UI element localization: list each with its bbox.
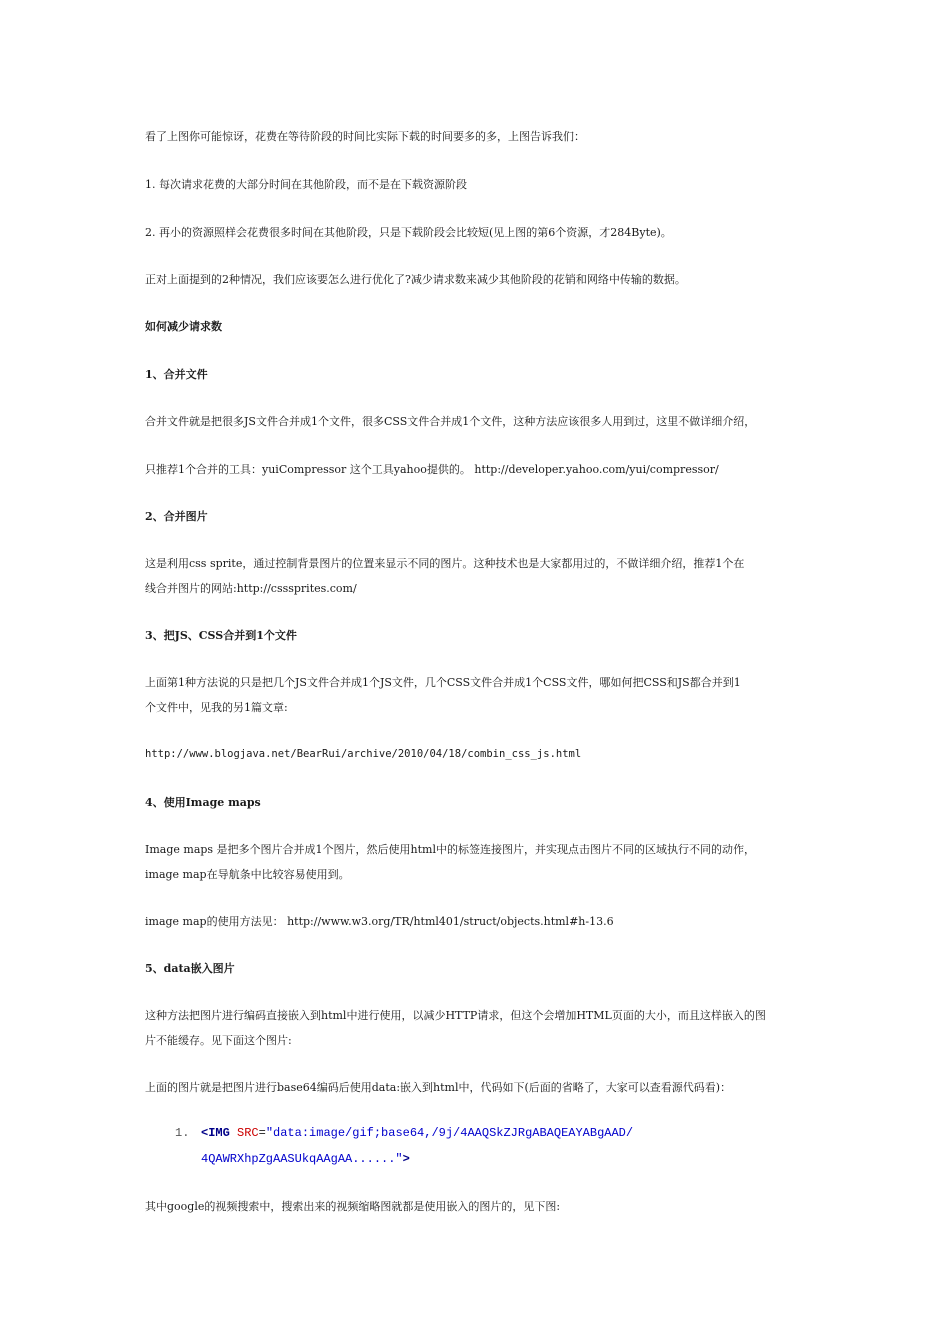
section-2-text-line-2: 线合并图片的网站:http://csssprites.com/ <box>145 582 357 595</box>
code-line-number: 1. <box>175 1126 190 1140</box>
section-2-text-line-1: 这是利用css sprite，通过控制背景图片的位置来显示不同的图片。这种技术也是大家都用过的，不做详细介绍，推荐1个在 <box>145 557 745 570</box>
section-4-text-line-2: image map在导航条中比较容易使用到。 <box>145 868 350 881</box>
section-4-heading: 4、使用Image maps <box>145 796 261 809</box>
section-3-text-line-1: 上面第1种方法说的只是把几个JS文件合并成1个JS文件，几个CSS文件合并成1个CSS文件，哪如何把CSS和JS都合并到1 <box>145 676 741 689</box>
code-tag-close: > <box>402 1152 410 1166</box>
section-2-heading: 2、合并图片 <box>145 510 208 523</box>
section-3-heading: 3、把JS、CSS合并到1个文件 <box>145 629 297 642</box>
section-5-text-line-2: 片不能缓存。见下面这个图片: <box>145 1034 292 1047</box>
section-4-usage: image map的使用方法见： http://www.w3.org/TR/html401/struct/objects.html#h-13.6 <box>145 915 614 928</box>
section-5-description: 上面的图片就是把图片进行base64编码后使用data:嵌入到html中，代码如下(后面的省略了，大家可以查看源代码看)： <box>145 1081 732 1094</box>
code-line-1 <box>175 1120 775 1146</box>
section-1-text-line-2: 只推荐1个合并的工具：yuiCompressor 这个工具yahoo提供的。 http://developer.yahoo.com/yui/compressor/ <box>145 463 719 476</box>
point-2: 2. 再小的资源照样会花费很多时间在其他阶段，只是下载阶段会比较短(见上图的第6个资源，才284Byte)。 <box>145 226 672 239</box>
section-3-link[interactable]: http://www.blogjava.net/BearRui/archive/2010/04/18/combin_css_js.html <box>145 748 582 760</box>
section-4-text-line-1: Image maps 是把多个图片合并成1个图片，然后使用html中的标签连接图片，并实现点击图片不同的区域执行不同的动作， <box>145 843 756 856</box>
section-3-text-line-2: 个文件中，见我的另1篇文章: <box>145 701 288 714</box>
intro-paragraph: 看了上图你可能惊讶，花费在等待阶段的时间比实际下载的时间要多的多，上图告诉我们： <box>145 130 585 143</box>
section-1-heading: 1、合并文件 <box>145 368 208 381</box>
section-1-text-line-1: 合并文件就是把很多JS文件合并成1个文件，很多CSS文件合并成1个文件，这种方法应该很多人用到过，这里不做详细介绍， <box>145 415 756 428</box>
code-line-1-continued <box>175 1146 775 1172</box>
closing-paragraph: 其中google的视频搜索中，搜索出来的视频缩略图就都是使用嵌入的图片的，见下图: <box>145 1200 561 1213</box>
code-attr-name: SRC <box>237 1126 259 1140</box>
question-paragraph: 正对上面提到的2种情况，我们应该要怎么进行优化了?减少请求数来减少其他阶段的花销和网络中传输的数据。 <box>145 273 686 286</box>
code-block <box>175 1120 775 1172</box>
section-5-heading: 5、data嵌入图片 <box>145 962 235 975</box>
section-5-text-line-1: 这种方法把图片进行编码直接嵌入到html中进行使用，以减少HTTP请求，但这个会增加HTML页面的大小，而且这样嵌入的图 <box>145 1009 766 1022</box>
point-1: 1. 每次请求花费的大部分时间在其他阶段，而不是在下载资源阶段 <box>145 178 467 191</box>
code-equals: = <box>258 1126 266 1140</box>
code-tag-open: <IMG <box>201 1126 230 1140</box>
main-heading: 如何减少请求数 <box>145 320 222 333</box>
code-value-part-2: 4QAWRXhpZgAASUkqAAgAA......" <box>201 1152 403 1166</box>
code-value-part-1: "data:image/gif;base64,/9j/4AAQSkZJRgABAQEAYABgAAD/ <box>265 1126 634 1140</box>
